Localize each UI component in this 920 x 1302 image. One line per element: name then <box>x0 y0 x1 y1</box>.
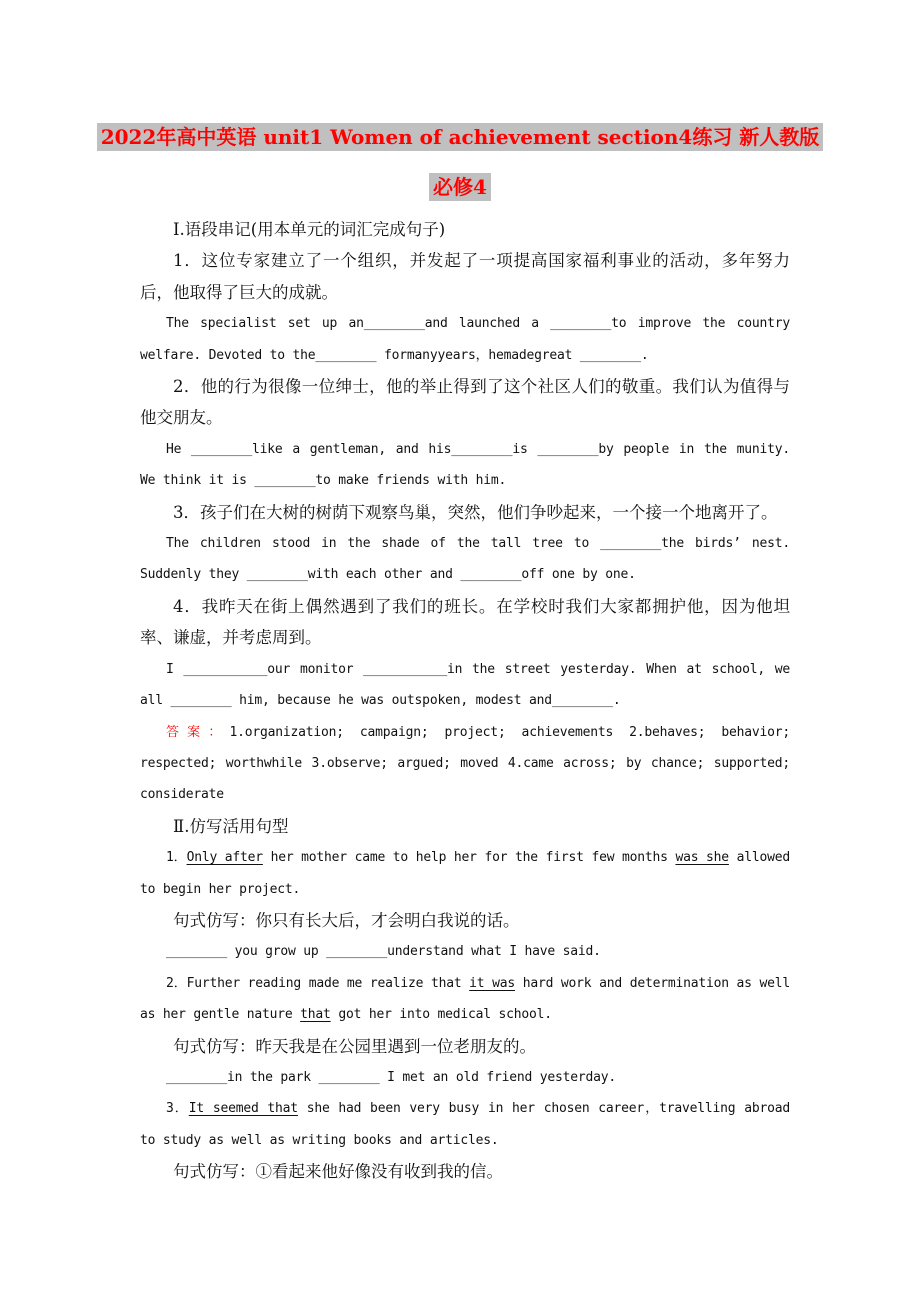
text-segment: hard work and determination as well as her gentle nature <box>140 975 790 1023</box>
underlined-phrase: that <box>300 1007 331 1023</box>
text-segment: 3． <box>166 1101 189 1117</box>
item1-chinese <box>140 245 790 308</box>
text-segment: 3．孩子们在大树的树荫下观察鸟巢，突然，他们争吵起来，一个接一个地离开了。 <box>173 502 778 522</box>
document-body <box>140 214 790 1188</box>
text-segment: 1.organization; campaign; project; achievements 2.behaves; behavior; respected; worthwhile 3.observe; argued; moved 4.came across; by chance; supported; considerate <box>140 724 790 803</box>
text-segment: 4．我昨天在街上偶然遇到了我们的班长。在学校时我们大家都拥护他，因为他坦率、谦虚，并考虑周到。 <box>140 596 790 648</box>
text-segment: He ________like a gentleman, and his________is ________by people in the munity. We think it is ________to make friends with him. <box>140 441 790 489</box>
underlined-phrase: was she <box>675 850 729 866</box>
text-segment: got her into medical school. <box>330 1007 552 1023</box>
text-segment: her mother came to help her for the first few months <box>262 850 676 866</box>
pattern1-chinese <box>140 905 790 936</box>
item1-english <box>140 308 790 371</box>
document-title-line1-text: 2022年高中英语 unit1 Women of achievement section4练习 新人教版 <box>97 123 824 151</box>
pattern2-sentence <box>140 968 790 1031</box>
text-segment: Ⅰ.语段串记(用本单元的词汇完成句子) <box>173 220 446 239</box>
document-title-line2-text: 必修4 <box>429 173 491 201</box>
item4-chinese <box>140 591 790 654</box>
text-segment: 句式仿写：你只有长大后，才会明白我说的话。 <box>173 910 520 930</box>
text-segment: 2．Further reading made me realize that <box>166 975 470 991</box>
document-title-line2 <box>0 162 920 212</box>
pattern2-chinese <box>140 1031 790 1062</box>
section1-heading <box>140 214 790 245</box>
underlined-phrase: it was <box>469 975 516 991</box>
item2-chinese <box>140 371 790 434</box>
pattern3-sentence <box>140 1093 790 1156</box>
underlined-phrase: Only after <box>186 850 263 866</box>
text-segment: 1． <box>166 850 187 866</box>
item3-english <box>140 528 790 591</box>
text-segment: 2．他的行为很像一位绅士，他的举止得到了这个社区人们的敬重。我们认为值得与他交朋友。 <box>140 377 790 428</box>
pattern1-sentence <box>140 842 790 905</box>
item2-english <box>140 434 790 497</box>
text-segment: I ___________our monitor ___________in the street yesterday. When at school, we all ________ him, because he was outspoken, modest and________. <box>140 661 790 709</box>
text-segment: ________in the park ________ I met an old friend yesterday. <box>166 1069 616 1085</box>
text-segment: 句式仿写：①看起来他好像没有收到我的信。 <box>173 1162 503 1182</box>
underlined-phrase: It seemed that <box>188 1101 298 1117</box>
pattern2-blank <box>140 1062 790 1093</box>
item3-chinese <box>140 497 790 528</box>
answers <box>140 717 790 811</box>
item4-english <box>140 654 790 717</box>
pattern1-blank <box>140 936 790 967</box>
text-segment: Ⅱ.仿写活用句型 <box>173 816 289 836</box>
answers-label: 答案： <box>166 724 230 740</box>
text-segment: The specialist set up an________and launched a ________to improve the country welfare. Devoted to the________ formanyyears，hemadegreat ________. <box>140 316 790 363</box>
text-segment: she had been very busy in her chosen career，travelling abroad to study as well as writing books and articles. <box>140 1101 790 1148</box>
text-segment: 句式仿写：昨天我是在公园里遇到一位老朋友的。 <box>173 1036 536 1056</box>
pattern3-chinese <box>140 1156 790 1187</box>
text-segment: 1．这位专家建立了一个组织，并发起了一项提高国家福利事业的活动，多年努力后，他取得了巨大的成就。 <box>140 251 790 302</box>
text-segment: allowed to begin her project. <box>140 850 790 897</box>
document-title-line1 <box>0 0 920 162</box>
text-segment: ________ you grow up ________understand what I have said. <box>166 944 601 960</box>
section2-heading <box>140 811 790 842</box>
text-segment: The children stood in the shade of the tall tree to ________the birds’ nest. Suddenly they ________with each other and ________off one by one. <box>140 536 790 583</box>
